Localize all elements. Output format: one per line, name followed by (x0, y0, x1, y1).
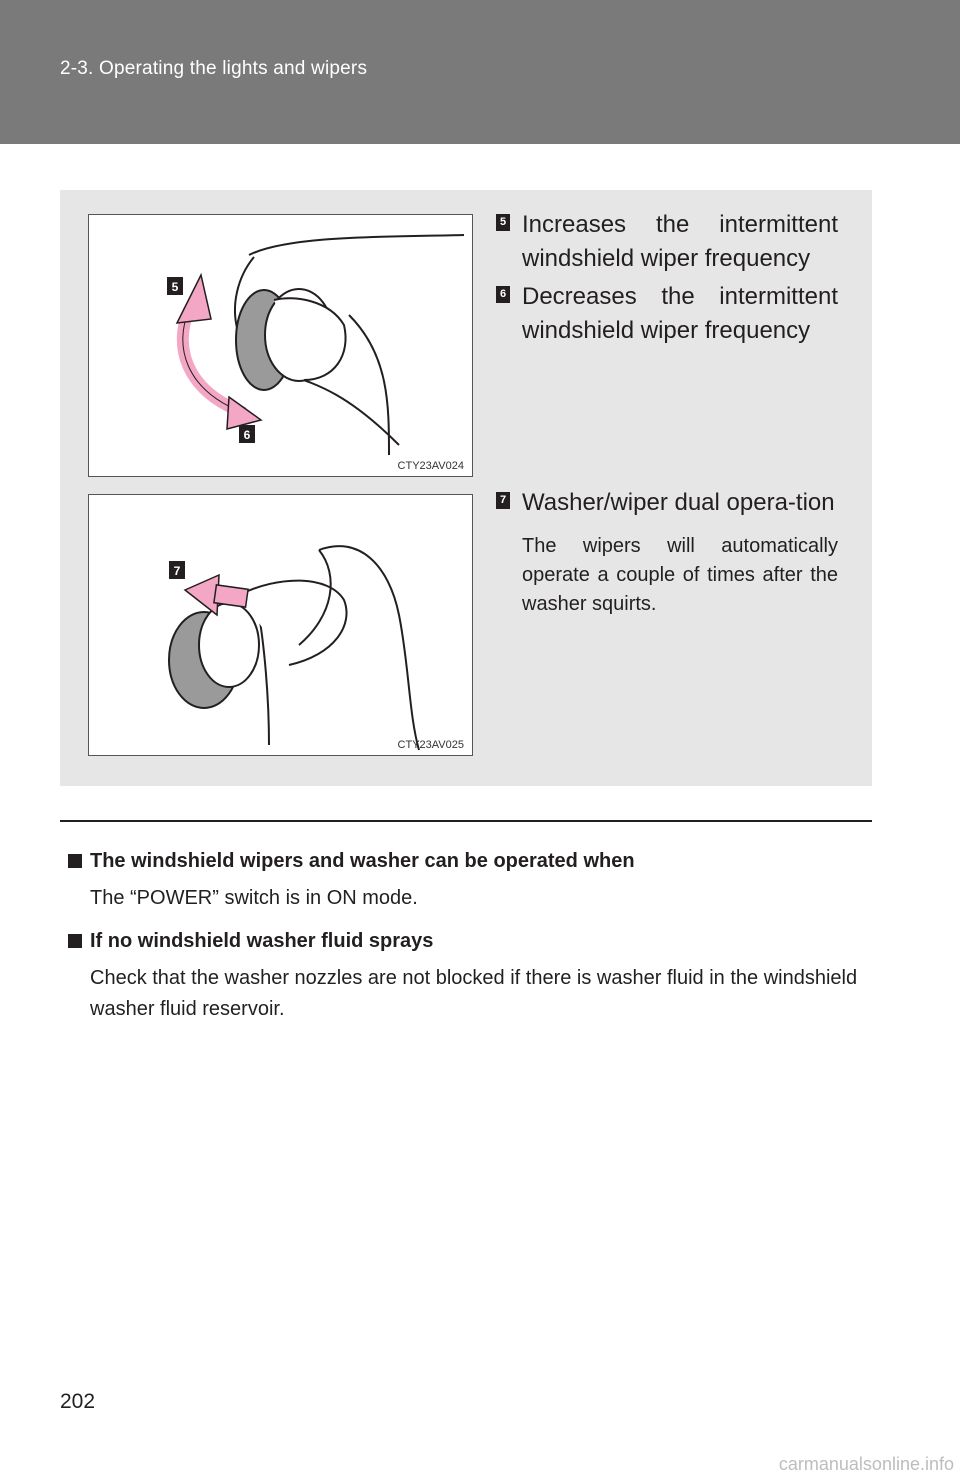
figure-badge-7: 7 (173, 564, 181, 578)
description-item (496, 486, 838, 520)
bullet-square-icon (68, 934, 82, 948)
arrow-pull-head (185, 575, 219, 615)
note-body: The “POWER” switch is in ON mode. (90, 887, 418, 909)
wiper-lever-illustration (89, 215, 473, 477)
note-heading (68, 926, 868, 956)
figure2-descriptions (496, 486, 838, 619)
item-label: Decreases the intermittent windshield wiper frequency (522, 283, 838, 344)
figure-badge-6: 6 (243, 428, 251, 442)
note-body: Check that the washer nozzles are not blocked if there is washer fluid in the windshield washer fluid reservoir. (90, 967, 858, 1020)
figure1-descriptions (496, 208, 838, 348)
watermark: carmanualsonline.info (778, 1454, 954, 1474)
figure-washer (88, 494, 473, 756)
item-label: Washer/wiper dual opera-tion (522, 489, 835, 516)
bullet-square-icon (68, 854, 82, 868)
item-detail: The wipers will automatically operate a couple of times after the washer squirts. (522, 535, 838, 615)
header-bar (0, 0, 960, 144)
figure-code: CTY23AV025 (397, 739, 464, 751)
item-number-badge: 6 (496, 286, 510, 303)
figure-badge-5: 5 (171, 280, 179, 294)
note-heading-text: If no windshield washer fluid sprays (90, 930, 434, 952)
item-number-badge: 5 (496, 214, 510, 231)
figure-wiper-frequency (88, 214, 473, 477)
item-label: Increases the intermittent windshield wiper frequency (522, 211, 838, 272)
page-number: 202 (60, 1390, 96, 1413)
description-item (496, 208, 838, 276)
figure-code: CTY23AV024 (397, 460, 464, 472)
note-heading-text: The windshield wipers and washer can be operated when (90, 850, 635, 872)
washer-lever-illustration (89, 495, 473, 756)
section-title: 2-3. Operating the lights and wipers (60, 58, 368, 79)
description-item (496, 280, 838, 348)
item-number-badge: 7 (496, 492, 510, 509)
arrow-down-head (227, 397, 261, 429)
notes-section (68, 846, 868, 1037)
section-divider (60, 820, 872, 822)
note-heading (68, 846, 868, 876)
